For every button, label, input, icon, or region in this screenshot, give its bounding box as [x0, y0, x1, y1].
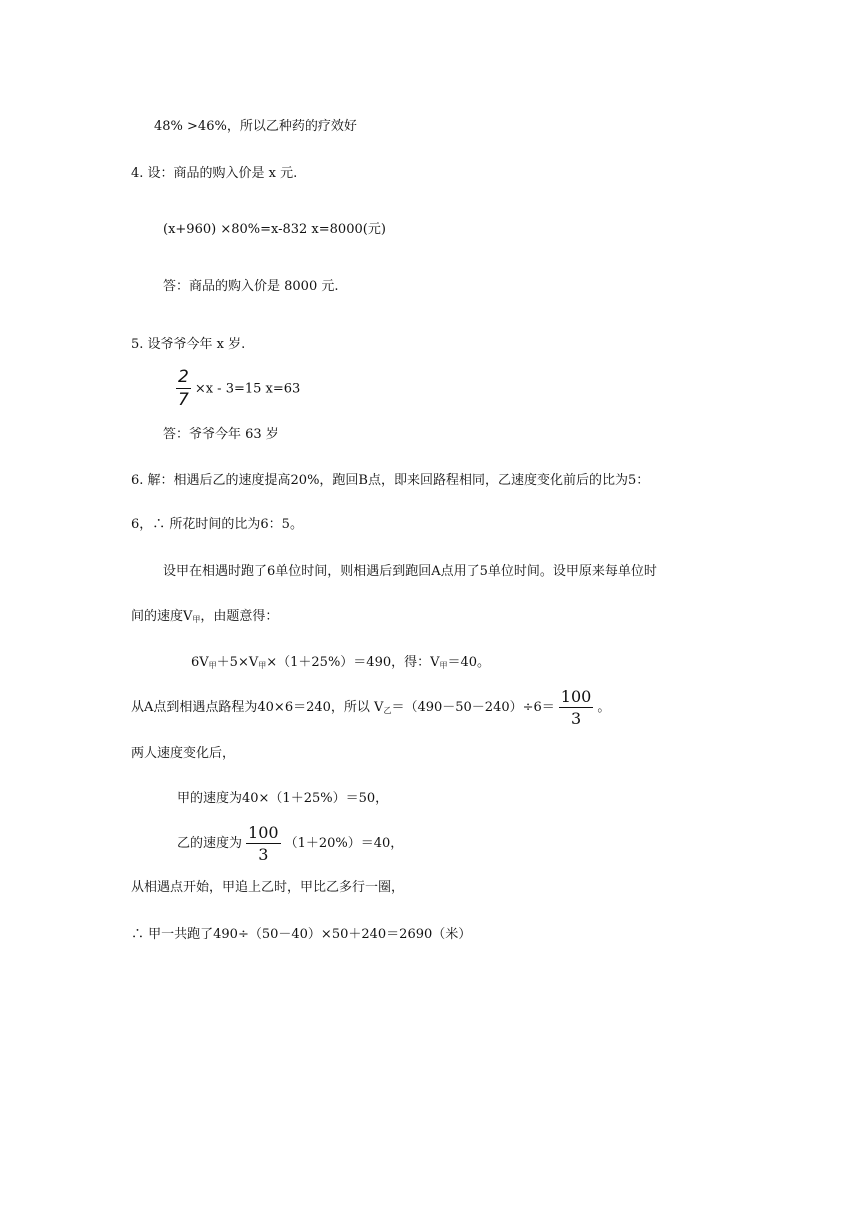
fraction-numerator: 2	[178, 367, 189, 387]
subscript: 甲	[439, 661, 448, 670]
line-q4-answer: 答：商品的购入价是 8000 元.	[163, 279, 339, 294]
fraction-numerator: 100	[560, 686, 592, 706]
line-q6-jia-speed: 甲的速度为40×（1＋25%）＝50，	[177, 791, 389, 806]
fraction-100-thirds	[246, 822, 281, 864]
line-q5-answer: 答：爷爷今年 63 岁	[163, 427, 279, 442]
text: 。	[597, 700, 611, 715]
fraction-denominator: 7	[178, 390, 189, 410]
subscript: 甲	[208, 661, 217, 670]
fraction-numerator: 100	[248, 822, 279, 842]
subscript: 甲	[192, 615, 201, 624]
subscript: 乙	[383, 706, 392, 715]
text: 从A点到相遇点路程为40×6＝240，所以 V	[131, 700, 384, 715]
line-q6-result: ∴ 甲一共跑了490÷（50－40）×50＋240＝2690（米）	[131, 927, 472, 942]
line-q4-setup: 4. 设：商品的购入价是 x 元.	[131, 166, 298, 181]
line-q6-yi-speed	[177, 822, 403, 866]
line-q6-ratio: 6，∴ 所花时间的比为6：5。	[131, 517, 303, 532]
equation-text: ×x - 3=15 x=63	[194, 381, 301, 397]
text: 间的速度V	[131, 609, 193, 624]
text: ×（1＋25%）＝490，得：V	[266, 655, 440, 670]
text: 乙的速度为	[177, 836, 243, 851]
subscript: 甲	[258, 661, 267, 670]
text: （1＋20%）＝40，	[284, 836, 404, 851]
line-q6-equation	[191, 654, 490, 675]
line-q5-setup: 5. 设爷爷今年 x 岁.	[131, 337, 246, 352]
fraction-denominator: 3	[570, 708, 582, 728]
text: ＝40。	[447, 655, 491, 670]
text: ＋5×V	[216, 655, 259, 670]
line-q6-intro: 6. 解：相遇后乙的速度提高20%，跑回B点，即来回路程相同，乙速度变化前后的比为5：	[131, 473, 650, 488]
line-q4-equation: (x+960) ×80%=x-832 x=8000(元)	[163, 222, 386, 237]
fraction-denominator: 3	[258, 844, 269, 864]
text: ，由题意得：	[200, 609, 279, 624]
line-q6-distance	[131, 686, 610, 733]
line-conclusion-medicine: 48% >46%，所以乙种药的疗效好	[154, 119, 357, 134]
line-q6-assumption: 设甲在相遇时跑了6单位时间，则相遇后到跑回A点用了5单位时间。设甲原来每单位时	[163, 564, 657, 579]
fraction-100-thirds	[559, 686, 594, 728]
text: 6V	[191, 655, 209, 670]
fraction-two-sevenths	[176, 369, 191, 409]
text: ＝（490－50－240）÷6＝	[391, 700, 555, 715]
line-q6-after-change: 两人速度变化后，	[131, 746, 236, 761]
line-q6-velocity	[131, 608, 278, 629]
line-q6-chase: 从相遇点开始，甲追上乙时，甲比乙多行一圈，	[131, 880, 405, 895]
line-q5-equation	[172, 369, 300, 410]
